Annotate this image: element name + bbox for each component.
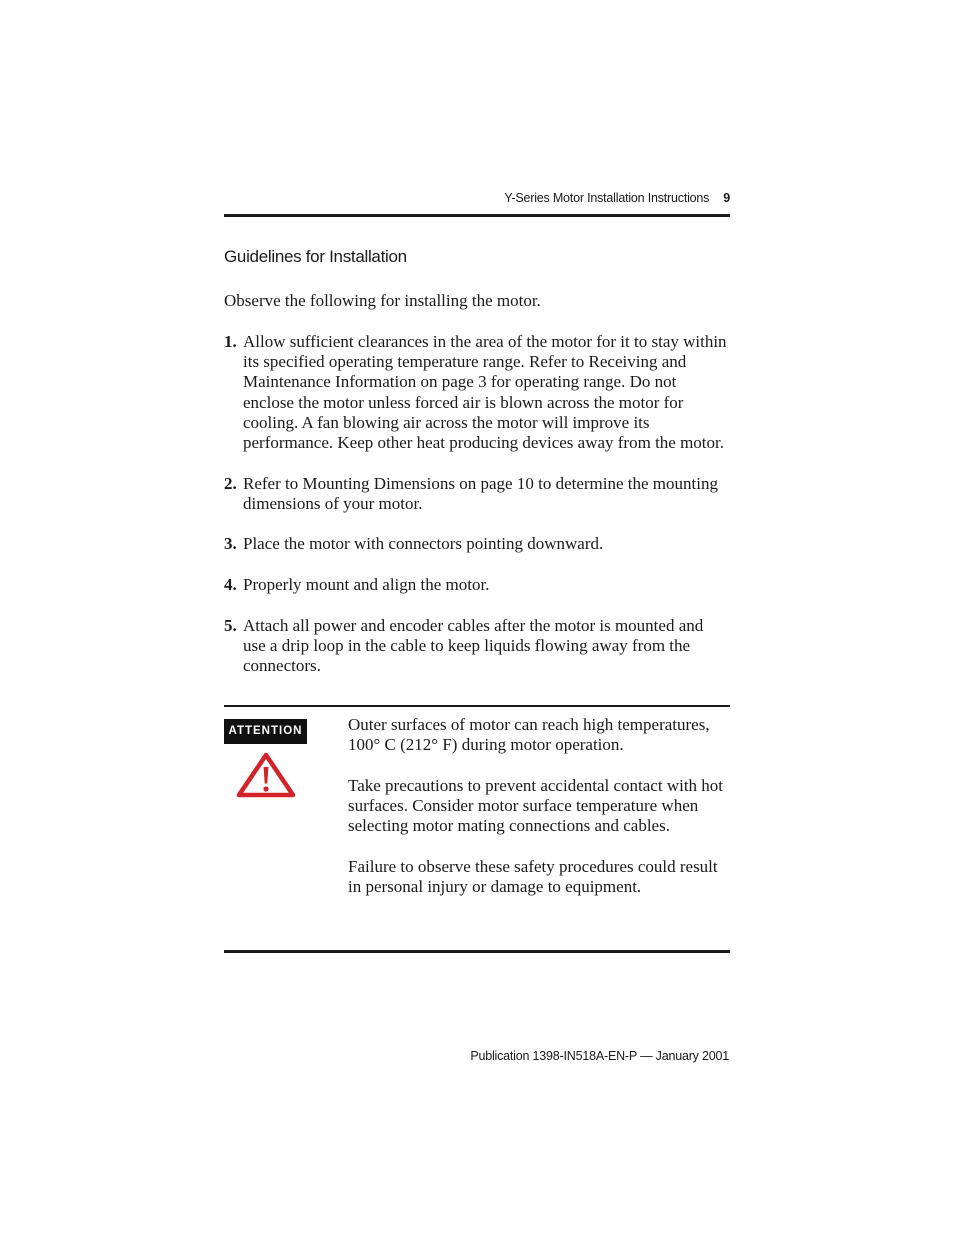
- step-text: Allow sufficient clearances in the area of the motor for it to stay within its specified operating temperature range. Refer to Receiving and Maintenance Information on page 3 for operating range. Do not enclose the motor unless forced air is blown across the motor for cooling. A fan blowing air across the motor will improve its performance. Keep other heat producing devices away from the motor.: [243, 332, 727, 453]
- header-title: Y-Series Motor Installation Instructions: [504, 191, 710, 205]
- attention-paragraph: Take precautions to prevent accidental contact with hot surfaces. Consider motor surface temperature when selecting motor mating connections and cables.: [348, 775, 724, 836]
- section-heading: Guidelines for Installation: [224, 247, 407, 266]
- publication-footer: Publication 1398-IN518A-EN-P — January 2001: [470, 1049, 729, 1063]
- step-text: Place the motor with connectors pointing downward.: [243, 534, 604, 554]
- page-number: 9: [723, 191, 730, 205]
- warning-triangle-icon: [236, 752, 296, 798]
- intro-paragraph: Observe the following for installing the motor.: [224, 291, 541, 310]
- header-rule: [224, 214, 730, 217]
- step-number: 3.: [224, 534, 237, 554]
- step-item: [224, 616, 730, 677]
- running-header: [224, 191, 730, 205]
- attention-paragraph: Failure to observe these safety procedures could result in personal injury or damage to equipment.: [348, 856, 718, 896]
- step-item: [224, 575, 730, 595]
- step-text: Properly mount and align the motor.: [243, 575, 490, 594]
- step-text: Attach all power and encoder cables after the motor is mounted and use a drip loop in the cable to keep liquids flowing away from the connectors.: [243, 615, 704, 675]
- attention-top-rule: [224, 705, 730, 707]
- step-item: [224, 534, 730, 554]
- attention-bottom-rule: [224, 950, 730, 953]
- attention-paragraph: Outer surfaces of motor can reach high temperatures, 100° C (212° F) during motor operation.: [348, 715, 710, 755]
- attention-message: [348, 715, 730, 918]
- step-item: [224, 474, 730, 514]
- step-number: 5.: [224, 615, 237, 635]
- step-text: Refer to Mounting Dimensions on page 10 to determine the mounting dimensions of your motor.: [243, 473, 718, 513]
- installation-steps: [224, 332, 730, 697]
- step-number: 2.: [224, 473, 237, 493]
- step-item: [224, 332, 730, 453]
- attention-badge: ATTENTION: [224, 719, 307, 744]
- step-number: 4.: [224, 575, 237, 594]
- step-number: 1.: [224, 332, 237, 351]
